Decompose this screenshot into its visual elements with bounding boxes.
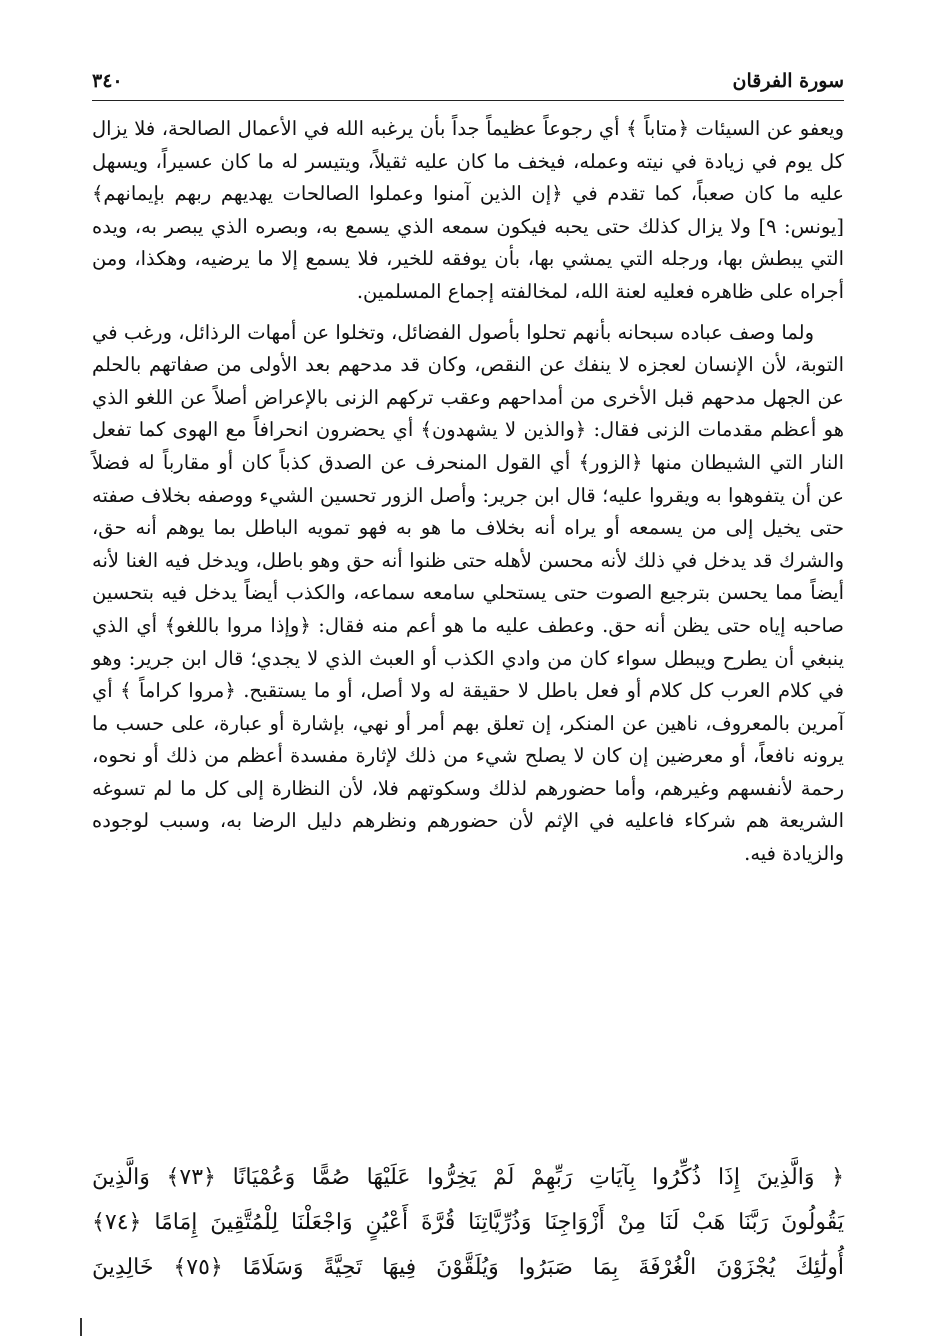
page-edge-mark: [80, 1318, 82, 1336]
paragraph: ويعفو عن السيئات ﴿متاباً ﴾ أي رجوعاً عظيماً جداً بأن يرغبه الله في الأعمال الصالحة، فلا يزال كل يوم في زيادة في نيته وعمله، فيخف ما كان عليه ثقيلاً، ويتيسر له ما كان عسيراً، ويسهل عليه ما كان صعباً، كما تقدم في ﴿إن الذين آمنوا وعملوا الصالحات يهديهم ربهم بإيمانهم﴾ [يونس: ٩] ولا يزال كذلك حتى يحبه فيكون سمعه الذي يسمع به، وبصره الذي يبصر به، ويده التي يبطش بها، ورجله التي يمشي بها، بأن يوفقه للخير، فلا يسمع إلا ما يرضيه، وهكذا، ومن أجراه على ظاهره فعليه لعنة الله، لمخالفته إجماع المسلمين.: [92, 117, 844, 303]
quran-line: أُولَٰئِكَ يُجْزَوْنَ الْغُرْفَةَ بِمَا صَبَرُوا وَيُلَقَّوْنَ فِيهَا تَحِيَّةً وَسَلَامًا ﴿٧٥﴾ خَالِدِينَ: [92, 1255, 845, 1280]
quran-line: ﴿ وَالَّذِينَ إِذَا ذُكِّرُوا بِآيَاتِ رَبِّهِمْ لَمْ يَخِرُّوا عَلَيْهَا صُمًّا وَعُمْيَانًا ﴿٧٣﴾ وَالَّذِينَ: [92, 1165, 844, 1190]
paragraph: ولما وصف عباده سبحانه بأنهم تحلوا بأصول الفضائل، وتخلوا عن أمهات الرذائل، ورغب في التوبة، لأن الإنسان لعجزه لا ينفك عن النقص، وكان قد مدحهم بعد الأولى من صفاتهم بالحلم عن الجهل مدحهم قبل الأخرى من أمداحهم وعقب تركهم الزنى بالإعراض أصلاً عن اللغو الذي هو أعظم مقدمات الزنى فقال: ﴿والذين لا يشهدون﴾ أي يحضرون انحرافاً مع الهوى كما تفعل النار التي الشيطان منها ﴿الزور﴾ أي القول المنحرف عن الصدق كذباً كان أو مقارباً له فضلاً عن أن يتفوهوا به ويقروا عليه؛ قال ابن جرير: وأصل الزور تحسين الشيء ووصفه بخلاف صفته حتى يخيل إلى من يسمعه أو يراه أنه بخلاف ما هو به فهو تمويه الباطل بما يوهم أنه حق، والشرك قد يدخل في ذلك لأنه محسن لأهله حتى ظنوا أنه حق وهو باطل، ويدخل فيه الغنا لأنه أيضاً مما يحسن بترجيع الصوت حتى يستحلي سامعه سماعه، والكذب أيضاً يدخل فيه بتحسين صاحبه إياه حتى يظن أنه حق. وعطف عليه ما هو أعم منه فقال: ﴿وإذا مروا باللغو﴾ أي الذي ينبغي أن يطرح ويبطل سواء كان من وادي الكذب أو العبث الذي لا يجدي؛ قال ابن جرير: وهو في كلام العرب كل كلام أو فعل باطل لا حقيقة له ولا أصل، أو ما يستقبح. ﴿مروا كراماً ﴾ أي آمرين بالمعروف، ناهين عن المنكر، إن تعلق بهم أمر أو نهي، بإشارة أو عبارة، على حسب ما يرونه نافعاً، أو معرضين إن كان لا يصلح شيء من ذلك لإثارة مفسدة أعظم من ذلك أو نحوه، رحمة لأنفسهم وغيرهم، وأما حضورهم لذلك وسكوتهم فلا، لأن النظارة إلى كل ما لم تسوغه الشريعة هم شركاء فاعليه في الإثم لأن حضورهم ونظرهم دليل الرضا به، وسبب لوجوده والزيادة فيه.: [92, 320, 844, 866]
page-header: [92, 62, 844, 92]
page-number: ٣٤٠: [92, 70, 123, 92]
commentary-text: [92, 113, 844, 871]
header-divider: [92, 100, 844, 101]
surah-title: سورة الفرقان: [732, 70, 844, 92]
quran-line: يَقُولُونَ رَبَّنَا هَبْ لَنَا مِنْ أَزْوَاجِنَا وَذُرِّيَّاتِنَا قُرَّةَ أَعْيُنٍ وَاجْعَلْنَا لِلْمُتَّقِينَ إِمَامًا ﴿٧٤﴾: [92, 1210, 844, 1235]
quran-verses: [92, 1155, 844, 1290]
